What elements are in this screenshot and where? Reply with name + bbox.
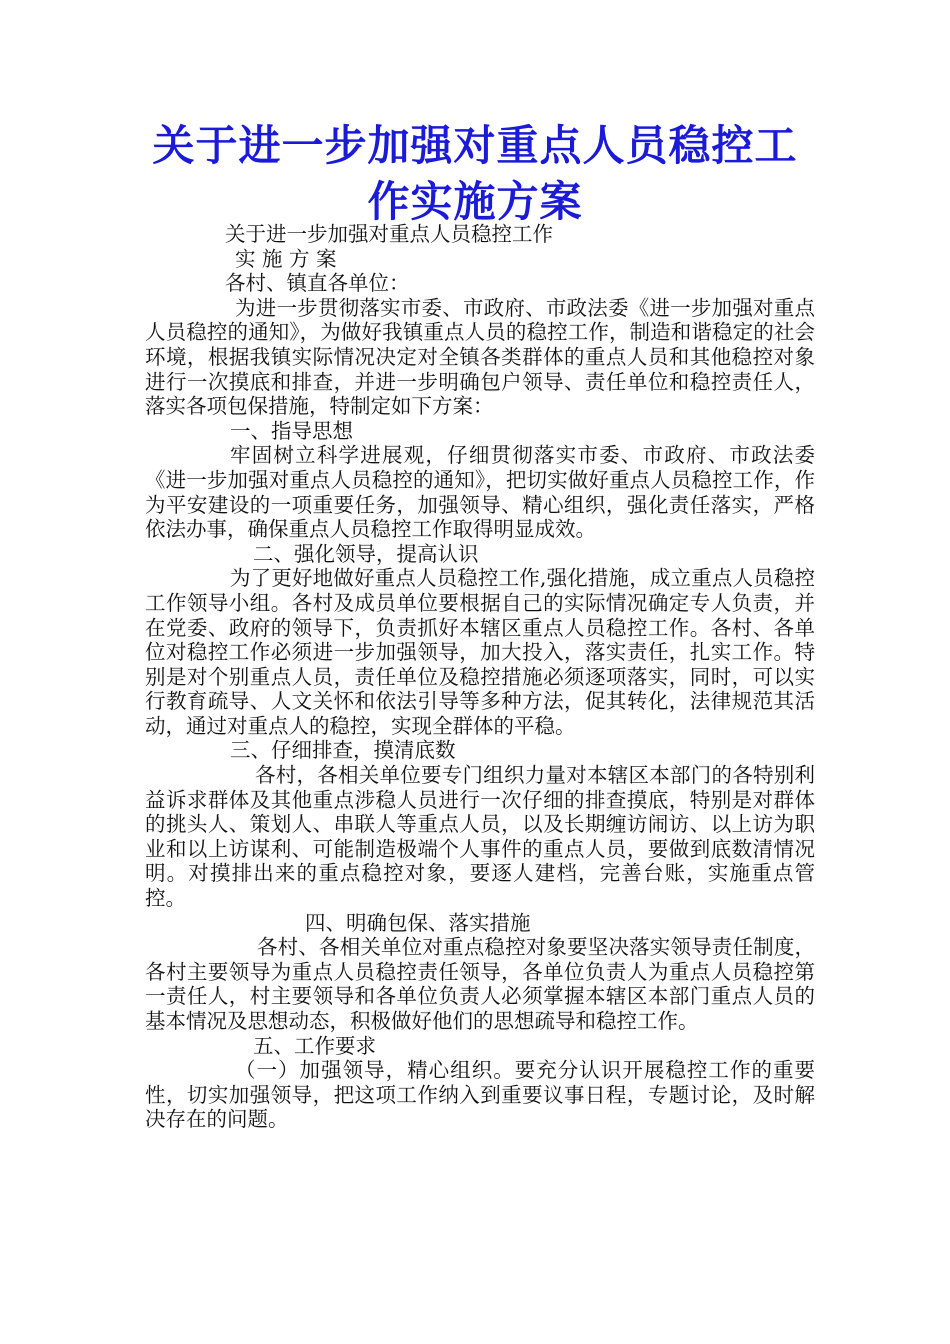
document-body — [145, 222, 815, 1132]
intro-paragraph: 为进一步贯彻落实市委、市政府、市政法委《进一步加强对重点人员稳控的通知》，为做好我镇重点人员的稳控工作，制造和谐稳定的社会环境，根据我镇实际情况决定对全镇各类群体的重点人员和其他稳控对象进行一次摸底和排查，并进一步明确包户领导、责任单位和稳控责任人，落实各项包保措施，特制定如下方案： — [145, 295, 815, 419]
section-body-1: 牢固树立科学进展观，仔细贯彻落实市委、市政府、市政法委《进一步加强对重点人员稳控的通知》，把切实做好重点人员稳控工作，作为平安建设的一项重要任务，加强领导、精心组织，强化责任落实，严格依法办事，确保重点人员稳控工作取得明显成效。 — [145, 443, 815, 542]
subtitle-line-1: 关于进一步加强对重点人员稳控工作 — [225, 222, 553, 246]
section-heading-1: 一、指导思想 — [230, 418, 353, 443]
salutation: 各村、镇直各单位： — [225, 271, 410, 296]
subtitle-line-2: 实 施 方 案 — [235, 246, 337, 271]
document-title: 关于进一步加强对重点人员稳控工作实施方案 — [152, 121, 798, 226]
section-heading-2: 二、强化领导，提高认识 — [253, 541, 479, 566]
section-heading-4: 四、明确包保、落实措施 — [305, 910, 531, 935]
section-body-5: （一）加强领导，精心组织。要充分认识开展稳控工作的重要性，切实加强领导，把这项工作纳入到重要议事日程，专题讨论，及时解决存在的问题。 — [145, 1058, 815, 1132]
section-body-4: 各村、各相关单位对重点稳控对象要坚决落实领导责任制度，各村主要领导为重点人员稳控责任领导，各单位负责人为重点人员稳控第一责任人，村主要领导和各单位负责人必须掌握本辖区本部门重点人员的基本情况及思想动态，积极做好他们的思想疏导和稳控工作。 — [145, 935, 815, 1033]
section-body-3: 各村，各相关单位要专门组织力量对本辖区本部门的各特别利益诉求群体及其他重点涉稳人员进行一次仔细的排查摸底，特别是对群体的挑头人、策划人、串联人等重点人员，以及长期缠访闹访、以上访为职业和以上访谋利、可能制造极端个人事件的重点人员，要做到底数清情况明。对摸排出来的重点稳控对象，要逐人建档，完善台账，实施重点管控。 — [145, 763, 815, 911]
section-heading-3: 三、仔细排查，摸清底数 — [230, 738, 456, 763]
section-body-2: 为了更好地做好重点人员稳控工作,强化措施，成立重点人员稳控工作领导小组。各村及成员单位要根据自己的实际情况确定专人负责，并在党委、政府的领导下，负责抓好本辖区重点人员稳控工作。各村、各单位对稳控工作必须进一步加强领导，加大投入，落实责任，扎实工作。特别是对个别重点人员，责任单位及稳控措施必须逐项落实，同时，可以实行教育疏导、人文关怀和依法引导等多种方法，促其转化，法律规范其活动，通过对重点人的稳控，实现全群体的平稳。 — [145, 566, 815, 738]
section-heading-5: 五、工作要求 — [253, 1033, 376, 1058]
